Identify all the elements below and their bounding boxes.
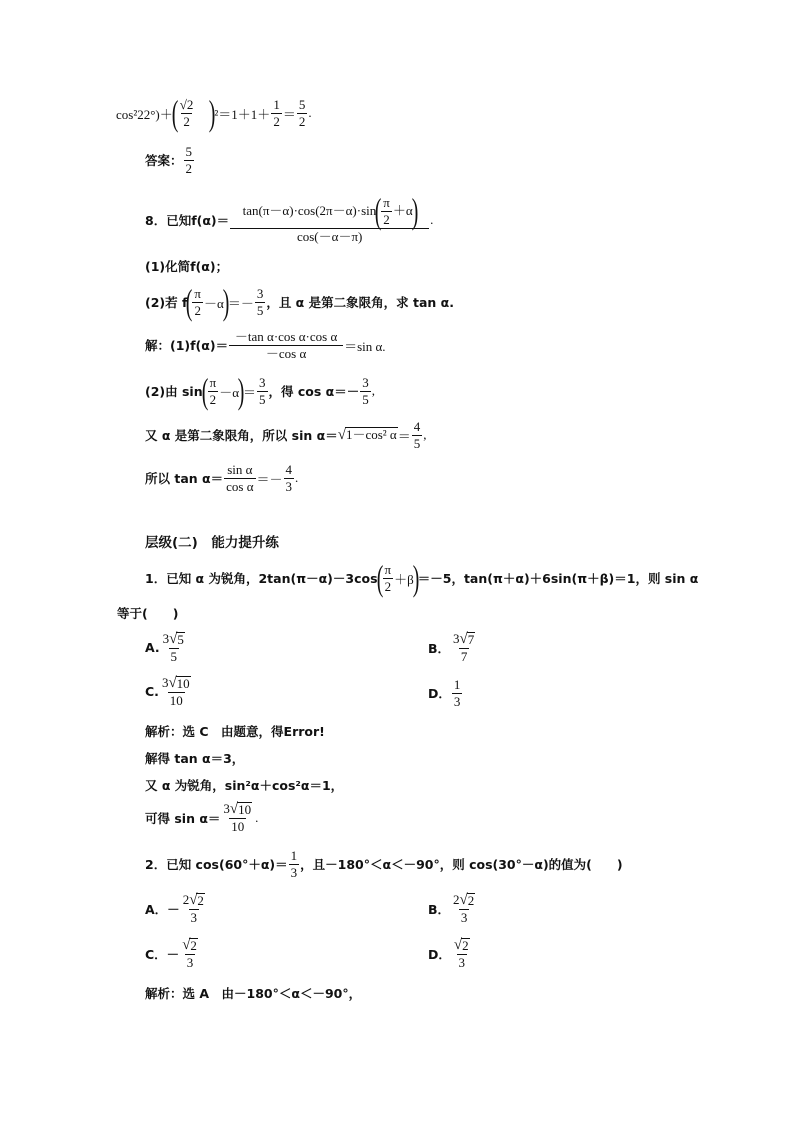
p1-solution-2 (145, 749, 244, 767)
fraction (224, 463, 255, 493)
radicand: 2 (467, 893, 475, 908)
text: ＝ (282, 106, 296, 122)
coef: 3 (161, 675, 169, 690)
big-fraction (230, 191, 429, 245)
fraction (284, 463, 295, 493)
text: ＝ (243, 384, 257, 400)
text: 所以 tan α＝ (145, 471, 224, 487)
question-label: 8．已知f(α)＝ (145, 212, 230, 228)
den: 5 (259, 391, 266, 407)
text: 又 α 是第二象限角，所以 sin α＝ (145, 428, 338, 444)
num: 3 (362, 375, 369, 391)
den: 2 (194, 302, 201, 318)
num (160, 676, 193, 692)
paren: ) (237, 371, 245, 411)
text: －α (204, 295, 224, 311)
radicand: 5 (177, 632, 184, 647)
sqrt: √ 7 (459, 631, 475, 648)
text: 2．已知 cos(60°＋α)＝ (145, 857, 288, 873)
p1-solution-1 (145, 722, 325, 740)
num: π (383, 195, 390, 211)
num: 4 (285, 462, 293, 477)
radicand: 2 (190, 938, 197, 953)
text: . (430, 211, 434, 227)
fraction (452, 938, 472, 970)
fraction (257, 376, 268, 406)
text: 可得 sin α＝ (145, 810, 221, 826)
problem-2 (145, 849, 623, 879)
paren: ( (186, 282, 193, 322)
text: ＋α (392, 203, 413, 219)
option-label: B． (428, 901, 451, 917)
option-label: C. (145, 684, 159, 700)
text: 解得 tan α＝3， (145, 751, 245, 766)
option-label: A. (145, 640, 160, 656)
num: －tan α·cos α·cos α (234, 329, 338, 344)
p2-solution (145, 984, 361, 1002)
problem-1 (145, 558, 699, 598)
den: 3 (290, 864, 298, 880)
text: ，且－180°＜α＜－90°，则 cos(30°－α)的值为( ) (300, 857, 623, 873)
option-d[interactable] (428, 678, 463, 708)
fraction (184, 145, 195, 175)
den: 3 (190, 910, 198, 926)
fraction (180, 938, 200, 970)
sqrt: √ 2 (453, 937, 469, 954)
text: ＝sin α. (344, 338, 386, 354)
question-8 (145, 191, 434, 245)
text: 层级(二) 能力提升练 (145, 535, 279, 551)
num (451, 893, 477, 909)
fraction (229, 330, 343, 360)
num: π (384, 562, 392, 578)
sqrt: √ 10 (168, 675, 190, 692)
fraction (221, 802, 254, 834)
radicand: 10 (238, 802, 252, 817)
num: 1 (273, 97, 280, 113)
radicand: 7 (467, 632, 475, 647)
fraction (161, 632, 187, 664)
fraction (178, 98, 196, 128)
den: 3 (453, 693, 461, 709)
text: (1)化简f(α)； (145, 259, 229, 274)
coef: 3 (223, 801, 230, 816)
text: , (371, 383, 375, 399)
text: tan(π－α)·cos(2π－α)·sin (242, 203, 377, 219)
left-paren: ( (171, 93, 179, 133)
num: 5 (298, 97, 306, 113)
answer-label: 答案： (145, 153, 183, 169)
text: . (255, 809, 259, 825)
den: 5 (256, 302, 264, 318)
p1-solution-4 (145, 802, 258, 834)
fraction (289, 849, 300, 879)
coef: 2 (453, 892, 460, 907)
radicand: 2 (197, 893, 204, 908)
den: 3 (186, 955, 194, 971)
den: 2 (383, 211, 390, 227)
option-label: A．－ (145, 901, 180, 917)
p1-solution-3 (145, 776, 343, 794)
den: 2 (183, 113, 190, 129)
sqrt: √ 5 (169, 631, 184, 648)
fraction (451, 632, 477, 664)
text: cos²22°)＋ (116, 106, 173, 122)
text: ，且 α 是第二象限角，求 tan α. (266, 295, 454, 311)
fraction (360, 376, 371, 406)
right-paren: ) (209, 93, 216, 133)
problem-1-cont (117, 604, 178, 622)
text: (2)若 f (145, 295, 188, 311)
text: 解析：选 A 由－180°＜α＜－90°， (145, 986, 362, 1001)
paren: ) (222, 282, 230, 322)
radicand: 10 (176, 676, 190, 691)
den: －cos α (229, 345, 343, 361)
text: ＝ (397, 428, 411, 444)
text: . (295, 470, 299, 486)
option-label: C．－ (145, 946, 180, 962)
p2-option-b[interactable] (428, 893, 478, 925)
solution-line-4 (145, 463, 298, 493)
den: 3 (458, 955, 465, 971)
num (161, 632, 187, 648)
num (241, 191, 419, 231)
text: . (308, 105, 312, 121)
p2-option-a[interactable] (145, 893, 208, 925)
den: 2 (185, 160, 193, 176)
den: cos(－α－π) (230, 228, 429, 244)
text: 1．已知 α 为锐角，2tan(π－α)－3cos (145, 571, 378, 587)
text: ＝－5，tan(π＋α)＋6sin(π＋β)＝1，则 sin α (417, 571, 699, 587)
fraction (160, 676, 193, 708)
fraction (255, 287, 266, 317)
fraction (381, 196, 392, 226)
fraction (297, 98, 308, 128)
paren: ) (412, 558, 420, 598)
den: 5 (170, 649, 178, 665)
fraction (452, 678, 463, 708)
num (221, 802, 254, 818)
text: －α (219, 384, 239, 400)
fraction (383, 563, 394, 593)
paren: ( (376, 558, 383, 598)
den: 2 (384, 578, 392, 594)
coef: 2 (182, 892, 190, 907)
num: π (209, 375, 217, 391)
num: 3 (256, 286, 264, 302)
num: 4 (413, 419, 421, 434)
den: 7 (460, 649, 468, 665)
den: 2 (273, 113, 280, 129)
den: 2 (298, 113, 306, 129)
den: 5 (362, 391, 369, 407)
text: 解析：选 C 由题意，得Error! (145, 724, 325, 739)
num (181, 893, 207, 909)
option-label: D． (428, 946, 451, 962)
equation-line-1 (116, 93, 312, 133)
text: ＝－ (256, 471, 283, 487)
paren: ) (411, 191, 418, 231)
solution-line-2 (145, 371, 375, 411)
num: 1 (453, 677, 461, 692)
sqrt: √ 10 (229, 801, 252, 818)
text: (2)由 sin (145, 384, 203, 400)
question-8-part-1 (145, 257, 228, 275)
text: ＝－ (227, 295, 254, 311)
den: 3 (460, 910, 468, 926)
text: 等于( ) (117, 606, 179, 621)
sqrt: √ 1－cos² α (337, 426, 397, 443)
fraction (181, 893, 207, 925)
den: 10 (169, 693, 183, 709)
num: π (194, 286, 201, 302)
section-heading (145, 531, 279, 551)
num: 3 (259, 375, 266, 391)
text: ²＝1＋1＋ (214, 106, 271, 122)
num (452, 938, 472, 954)
option-c[interactable] (145, 676, 194, 708)
den: 3 (285, 478, 293, 494)
den: 5 (413, 435, 421, 451)
option-b[interactable] (428, 632, 478, 664)
option-label: D． (428, 686, 451, 702)
p2-option-c[interactable] (145, 938, 201, 970)
paren: ( (201, 371, 208, 411)
sqrt: √ 2 (459, 892, 475, 909)
question-8-part-2 (145, 282, 454, 322)
den: 10 (231, 819, 245, 835)
p2-option-d[interactable] (428, 938, 473, 970)
solution-line-1 (145, 330, 386, 360)
sqrt: √ 2 (182, 937, 197, 954)
num: 5 (185, 144, 193, 159)
num: √2 (179, 97, 194, 113)
radicand: 2 (462, 938, 469, 953)
option-a[interactable] (145, 632, 188, 664)
den: cos α (226, 478, 254, 494)
num (180, 938, 200, 954)
fraction (271, 98, 282, 128)
sqrt: √ 2 (189, 892, 204, 909)
text: ，得 cos α＝－ (268, 384, 360, 400)
num: 1 (290, 848, 298, 863)
text: 又 α 为锐角，sin²α＋cos²α＝1， (145, 778, 344, 793)
paren: ( (374, 191, 382, 231)
answer-line (145, 145, 195, 175)
solution-line-3 (145, 420, 427, 450)
text: 解：(1)f(α)＝ (145, 338, 229, 354)
fraction (192, 287, 203, 317)
num: sin α (227, 462, 253, 477)
num (451, 632, 477, 648)
fraction (412, 420, 423, 450)
coef: 3 (453, 631, 460, 646)
text: , (423, 427, 427, 443)
option-label: B． (428, 640, 451, 656)
radicand: 1－cos² α (345, 427, 397, 443)
coef: 3 (162, 631, 170, 646)
fraction (451, 893, 477, 925)
den: 2 (209, 391, 217, 407)
fraction (208, 376, 219, 406)
text: ＋β (394, 571, 414, 587)
